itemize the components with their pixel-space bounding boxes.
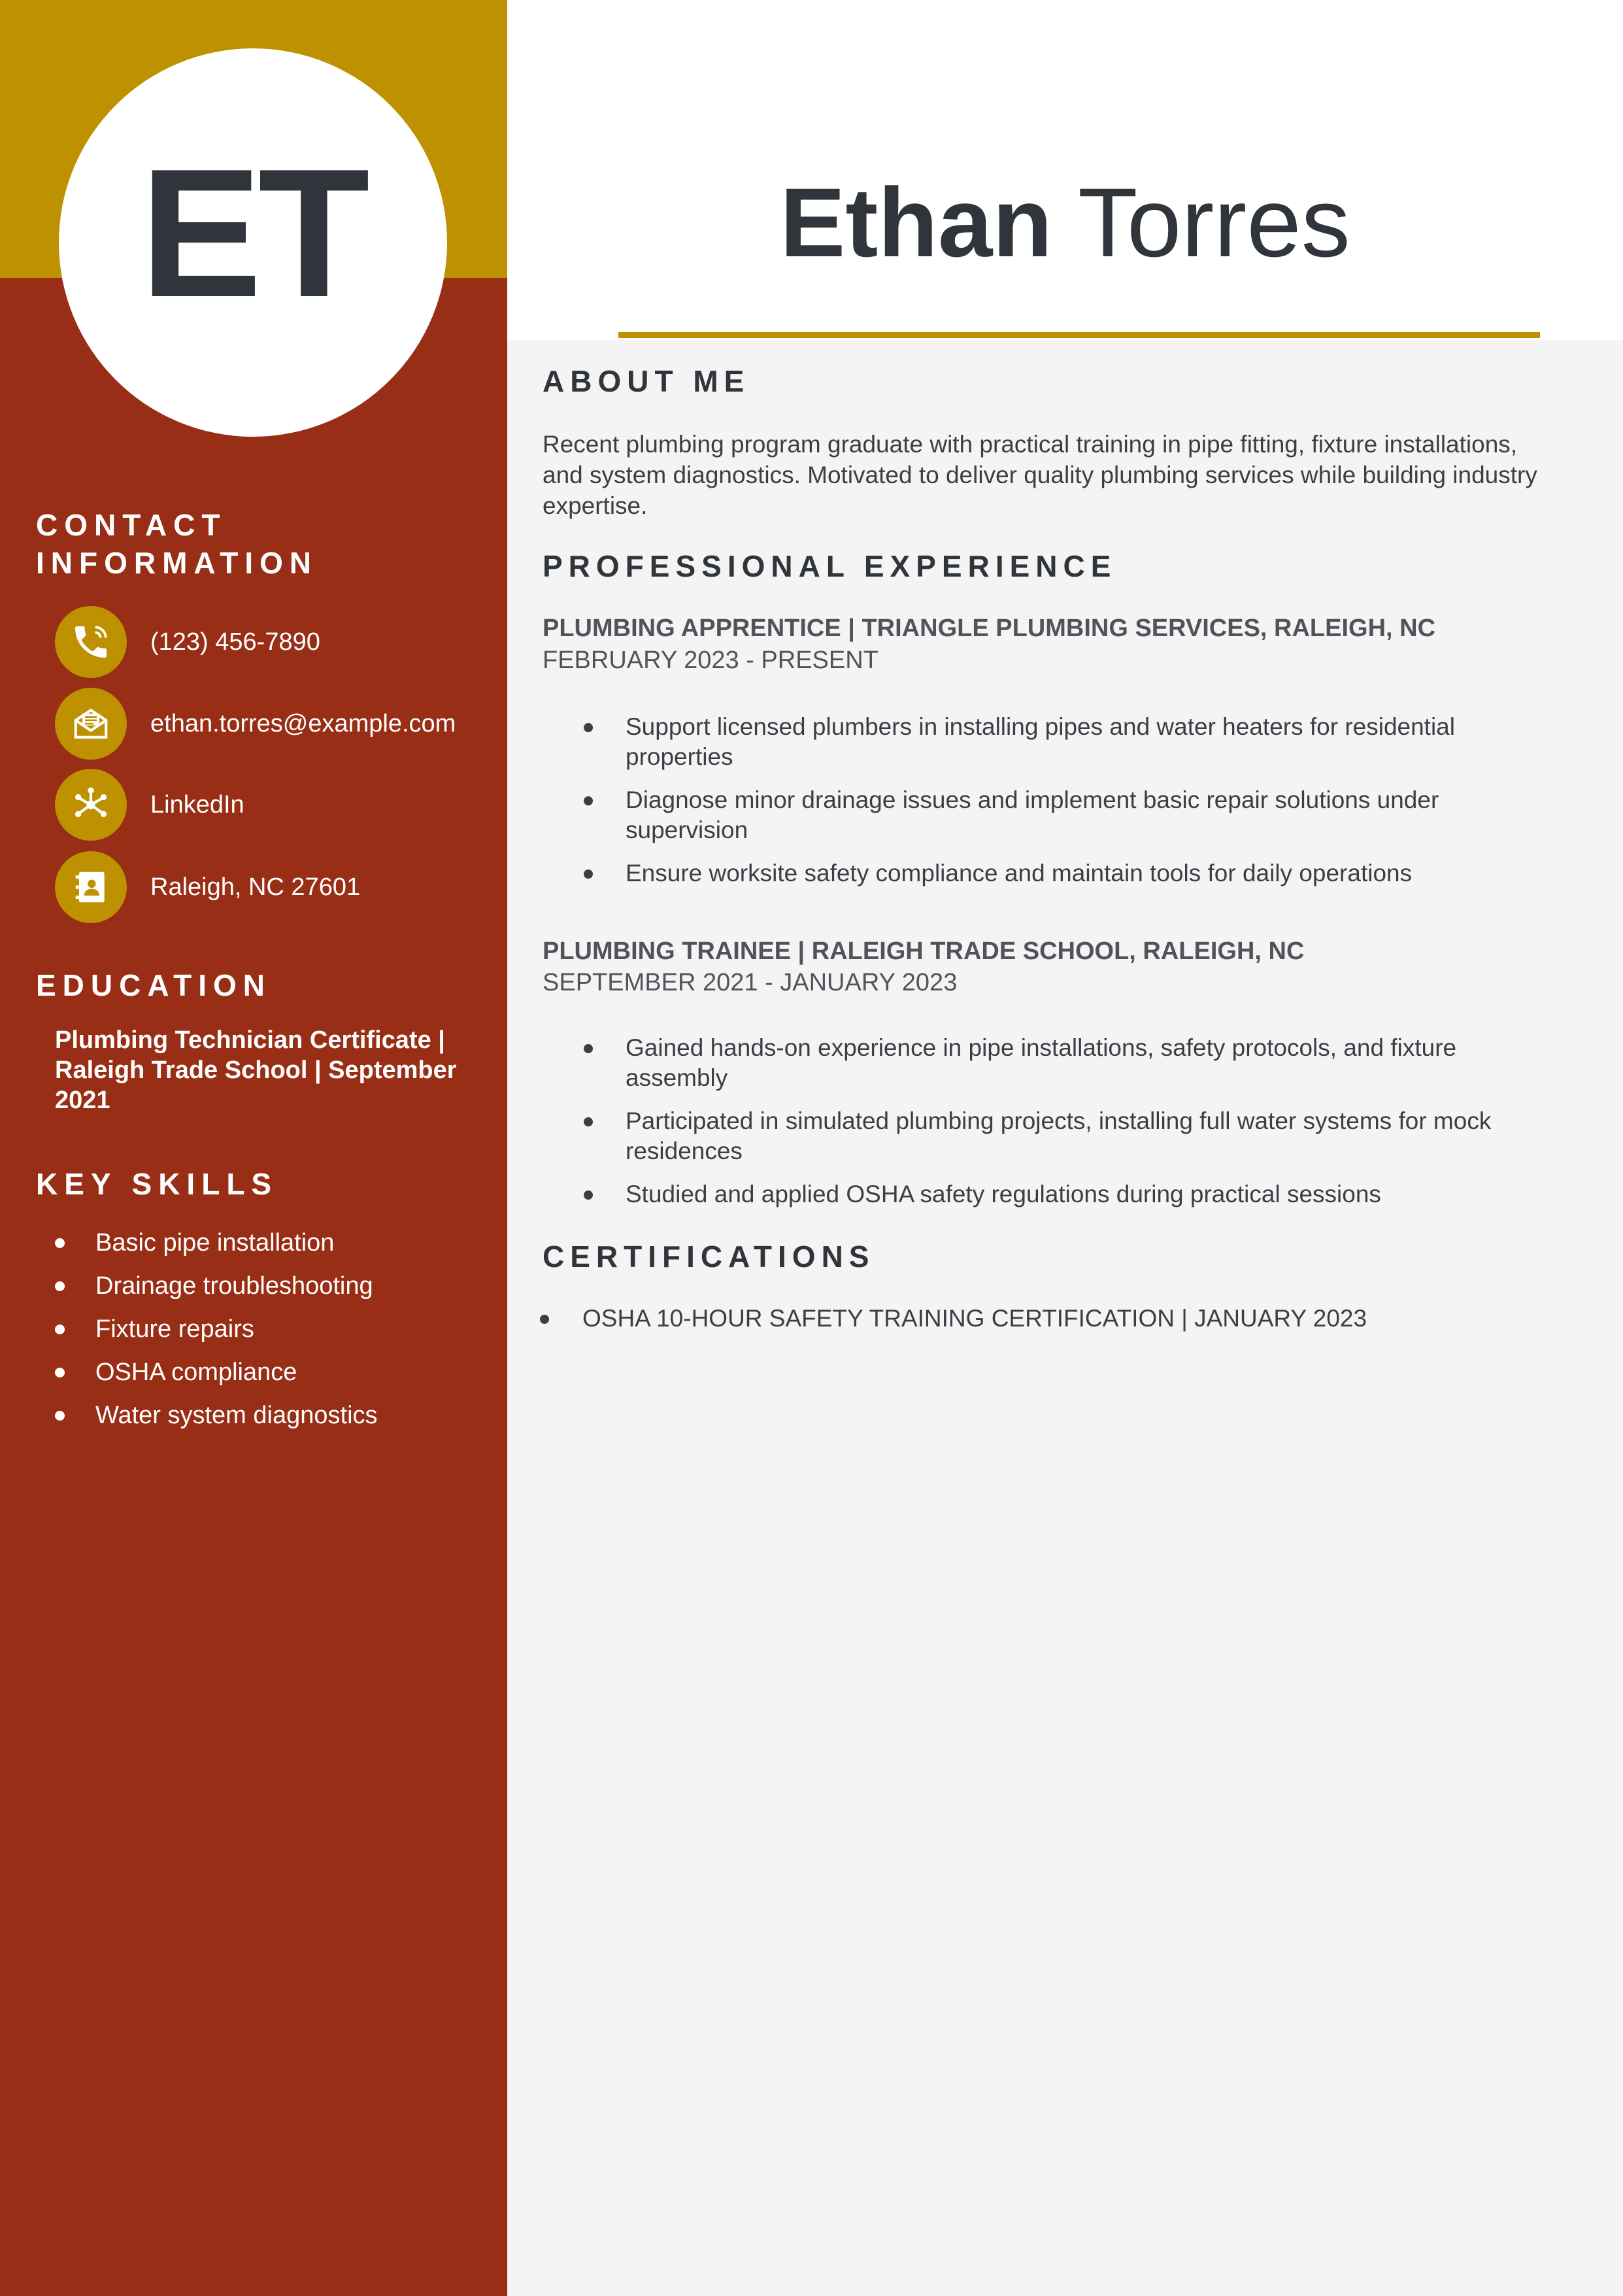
- bullet-icon: [540, 1315, 549, 1324]
- bullet-text: Participated in simulated plumbing projects, installing full water systems for mock residences: [626, 1107, 1492, 1164]
- bullet-icon: [584, 1190, 593, 1200]
- bullet-icon: [55, 1368, 65, 1377]
- skills-heading: KEY SKILLS: [36, 1167, 278, 1201]
- skill-text: Drainage troubleshooting: [95, 1272, 373, 1300]
- skill-text: Basic pipe installation: [95, 1229, 335, 1257]
- contact-phone[interactable]: [55, 606, 499, 678]
- job-title: PLUMBING APPRENTICE | TRIANGLE PLUMBING SERVICES, RALEIGH, NC: [543, 615, 1436, 642]
- bullet-icon: [55, 1325, 65, 1334]
- monogram-text: ET: [140, 131, 366, 335]
- list-item: [584, 1033, 1564, 1093]
- experience-heading: PROFESSIONAL EXPERIENCE: [543, 549, 1117, 583]
- email-icon: [55, 688, 127, 760]
- list-item: [584, 712, 1564, 772]
- bullet-text: Support licensed plumbers in installing pipes and water heaters for residential properties: [626, 713, 1455, 770]
- list-item: [584, 785, 1564, 845]
- list-item: [584, 1179, 1564, 1209]
- certifications-list: [540, 1304, 1560, 1334]
- email-text: ethan.torres@example.com: [150, 709, 456, 737]
- bullet-icon: [584, 869, 593, 879]
- bullet-text: Ensure worksite safety compliance and maintain tools for daily operations: [626, 860, 1413, 886]
- education-heading: EDUCATION: [36, 968, 272, 1002]
- certifications-heading: CERTIFICATIONS: [543, 1240, 875, 1274]
- list-item: [55, 1308, 378, 1351]
- full-name: [507, 167, 1623, 277]
- bullet-icon: [584, 1117, 593, 1126]
- job-title: PLUMBING TRAINEE | RALEIGH TRADE SCHOOL, RALEIGH, NC: [543, 937, 1305, 965]
- contact-heading: [36, 506, 318, 582]
- list-item: [540, 1304, 1560, 1334]
- about-heading: ABOUT ME: [543, 364, 750, 398]
- last-name: Torres: [1077, 167, 1350, 277]
- job-bullets: [584, 1033, 1564, 1209]
- bullet-icon: [55, 1411, 65, 1421]
- linkedin-icon: [55, 769, 127, 841]
- bullet-icon: [55, 1238, 65, 1248]
- monogram-circle: [59, 48, 447, 437]
- phone-text: (123) 456-7890: [150, 628, 320, 656]
- bullet-text: Gained hands-on experience in pipe installations, safety protocols, and fixture assembly: [626, 1034, 1457, 1091]
- bullet-text: Studied and applied OSHA safety regulations during practical sessions: [626, 1181, 1381, 1207]
- about-text: Recent plumbing program graduate with practical training in pipe fitting, fixture installations, and system diagnostics. Motivated to deliver quality plumbing services while building industry expertise.: [543, 431, 1537, 519]
- contact-email[interactable]: [55, 688, 499, 760]
- skills-list: [55, 1221, 378, 1437]
- bullet-icon: [584, 1044, 593, 1053]
- contact-heading-line2: INFORMATION: [36, 546, 318, 580]
- list-item: [55, 1351, 378, 1394]
- first-name: Ethan: [780, 167, 1052, 277]
- job-bullets: [584, 712, 1564, 888]
- skill-text: OSHA compliance: [95, 1359, 297, 1386]
- list-item: [55, 1264, 378, 1308]
- job-dates: FEBRUARY 2023 - PRESENT: [543, 647, 878, 674]
- bullet-icon: [584, 723, 593, 732]
- list-item: [55, 1221, 378, 1264]
- phone-icon: [55, 606, 127, 678]
- contact-linkedin[interactable]: [55, 769, 499, 841]
- education-entry: Plumbing Technician Certificate | Raleigh Trade School | September 2021: [55, 1026, 457, 1114]
- list-item: [584, 1106, 1564, 1166]
- bullet-icon: [584, 796, 593, 805]
- name-divider: [618, 332, 1540, 338]
- contact-address[interactable]: [55, 851, 499, 923]
- contact-heading-line1: CONTACT: [36, 508, 227, 542]
- bullet-text: Diagnose minor drainage issues and implement basic repair solutions under supervision: [626, 786, 1439, 843]
- linkedin-text: LinkedIn: [150, 790, 244, 819]
- name-header: [507, 0, 1623, 340]
- bullet-icon: [55, 1281, 65, 1291]
- address-icon: [55, 851, 127, 923]
- certification-text: OSHA 10-HOUR SAFETY TRAINING CERTIFICATION | JANUARY 2023: [582, 1305, 1367, 1332]
- job-dates: SEPTEMBER 2021 - JANUARY 2023: [543, 969, 958, 996]
- list-item: [584, 858, 1564, 888]
- skill-text: Water system diagnostics: [95, 1402, 378, 1429]
- address-text: Raleigh, NC 27601: [150, 873, 361, 901]
- list-item: [55, 1394, 378, 1437]
- skill-text: Fixture repairs: [95, 1315, 254, 1343]
